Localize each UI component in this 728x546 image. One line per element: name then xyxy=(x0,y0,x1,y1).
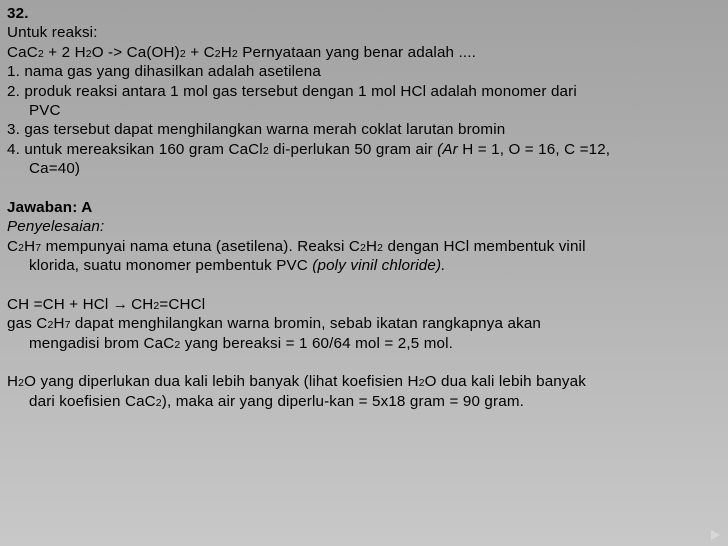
answer-label: Jawaban: A xyxy=(7,198,93,216)
next-arrow-icon[interactable] xyxy=(711,530,720,540)
solution-paragraph-4-cont: dari koefisien CaC2), maka air yang diperlu-kan = 5x18 gram = 90 gram. xyxy=(29,392,524,410)
statement-1: 1. nama gas yang dihasilkan adalah asetilena xyxy=(7,63,321,81)
right-arrow-icon: → xyxy=(112,295,129,313)
solution-paragraph-1: C2H7 mempunyai nama etuna (asetilena). Reaksi C2H2 dengan HCl membentuk vinil xyxy=(7,237,586,255)
statement-3: 3. gas tersebut dapat menghilangkan warna merah coklat larutan bromin xyxy=(7,121,506,139)
solution-equation: CH =CH + HCl → CH2=CHCl xyxy=(7,295,206,313)
statement-2: 2. produk reaksi antara 1 mol gas tersebut dengan 1 mol HCl adalah monomer dari xyxy=(7,82,577,100)
spacer xyxy=(7,275,723,294)
statement-2-cont: PVC xyxy=(29,101,61,119)
question-number: 32. xyxy=(7,5,29,22)
solution-paragraph-1-cont: klorida, suatu monomer pembentuk PVC (poly vinil chloride). xyxy=(29,257,446,275)
slide-content xyxy=(7,4,723,411)
question-intro: Untuk reaksi: xyxy=(7,24,98,42)
solution-paragraph-4: H2O yang diperlukan dua kali lebih banyak (lihat koefisien H2O dua kali lebih banyak xyxy=(7,373,586,391)
solution-paragraph-3: gas C2H7 dapat menghilangkan warna bromin, sebab ikatan rangkapnya akan xyxy=(7,315,542,333)
solution-paragraph-3-cont: mengadisi brom CaC2 yang bereaksi = 1 60/64 mol = 2,5 mol. xyxy=(29,334,453,352)
statement-4-cont: Ca=40) xyxy=(29,160,81,178)
spacer xyxy=(7,179,723,198)
statement-4: 4. untuk mereaksikan 160 gram CaCl2 di-perlukan 50 gram air (Ar H = 1, O = 16, C =12, xyxy=(7,140,611,158)
spacer xyxy=(7,353,723,372)
reaction-equation: CaC2 + 2 H2O -> Ca(OH)2 + C2H2 Pernyataan yang benar adalah .... xyxy=(7,43,476,61)
solution-label: Penyelesaian: xyxy=(7,218,105,236)
